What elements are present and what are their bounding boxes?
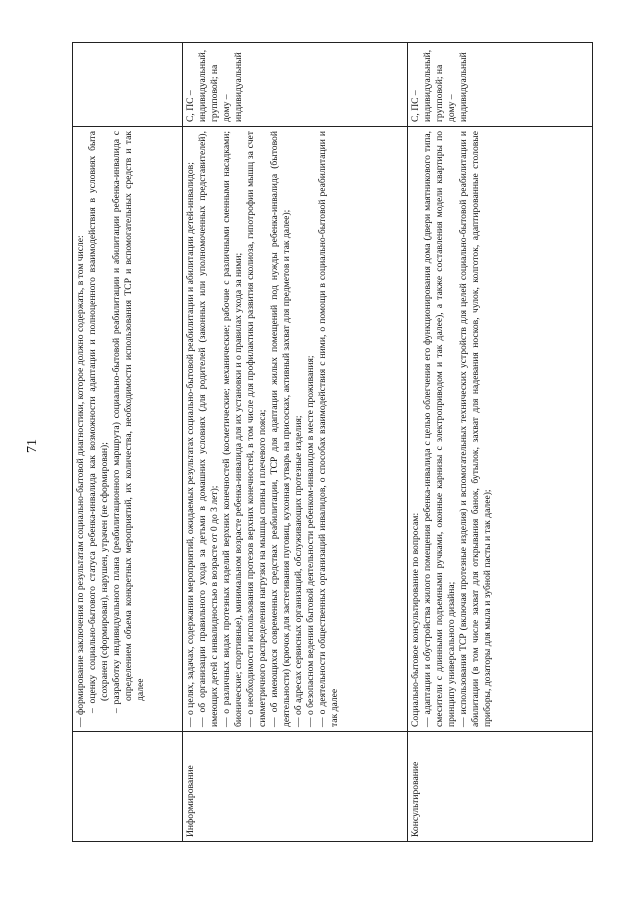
content-line: Социально-бытовое консультирование по вопросам: [410,512,421,727]
content-line: — формирование заключения по результатам социально-бытовой диагностики, которое должно содержать, в том числе: [75,235,86,727]
table-row [408,43,593,842]
activity-name-cell [73,732,183,842]
rotated-table-area [72,42,592,842]
content-line: – оценку социально-бытового статуса ребенка-инвалида как возможности адаптации и полноценного взаимодействия в условиях быта (сохранен (сформирован), нарушен, утрачен (не сформирован); [86,131,110,713]
content-line: — адаптации и обустройства жилого помещения ребенка-инвалида с целью облегчения его функционирования дома (двери маятникового типа, смесители с длинными подъемными ручками, оконные карнизы с электроприводом и так далее), а также составления модели квартиры по принципу универсального дизайна; [421,131,457,727]
content-line: — об организации правильного ухода за детьми в домашних условиях (для родителей (законных или уполномоченных представителей), имеющих детей с инвалидностью в возрасте от 0 до 3 лет); [196,131,220,727]
content-line: — о деятельности общественных организаций инвалидов, о способах взаимодействия с ними, о помощи в социально-бытовой реабилитации и так далее [316,131,340,727]
content-line: — об адресах сервисных организаций, обслуживающих протезные изделия; [292,415,304,727]
activity-name-cell: Консультирование [408,732,593,842]
content-line: — о различных видах протезных изделий верхних конечностей (косметические; механические; рабочие с различными сменными насадками; бионические; спортивные), минимальном возрасте ребенка-инвалида для их установки и о правилах ухода за ними; [220,131,244,727]
form-cell [73,43,183,127]
table-row [183,43,408,842]
form-cell: С, ПС – индивидуальный, групповой; на дому – индивидуальный [183,43,408,127]
content-line: – разработку индивидуального плана (реабилитационного маршрута) социально-бытовой реабилитации и абилитации ребенка-инвалида с определением объема конкретных мероприятий, их количества, необходимости использования ТСР и вспомогательных средств и так далее [110,131,146,713]
content-line: — о безопасном ведении бытовой деятельности ребенком-инвалидом в месте проживания; [304,355,316,727]
content-cell [408,127,593,732]
content-cell [73,127,183,732]
form-cell: С, ПС – индивидуальный, групповой; на дому – индивидуальный [408,43,593,127]
content-line: — о целях, задачах, содержании мероприятий, ожидаемых результатах социально-бытовой реабилитации и абилитации детей-инвалидов; [185,162,196,727]
rehabilitation-table [72,42,593,842]
activity-name-cell: Информирование [183,732,408,842]
content-line: — об имеющихся современных средствах реабилитации, ТСР для адаптации жилых помещений под нужды ребенка-инвалида (бытовой деятельности) (крючок для застегивания пуговиц, кухонная утварь на присосках, активный захват для предметов и так далее); [268,131,292,727]
content-cell [183,127,408,732]
page-number: 71 [25,439,40,453]
content-line: — о необходимости использования протезов верхних конечностей, в том числе для профилактики развития сколиоза, гипотрофии мышц за счет симметричного распределения нагрузки на мышцы спины и плечевого пояса; [244,131,268,727]
table-row [73,43,183,842]
content-line: — использования ТСР (включая протезные изделия) и вспомогательных технических устройств для целей социально-бытовой реабилитации и абилитации (в том числе захват для открывания банок, бутылок, захват для надевания носков, чулок, колготок, адаптированные столовые приборы, дозаторы для мыла и зубной пасты и так далее); [457,131,493,727]
